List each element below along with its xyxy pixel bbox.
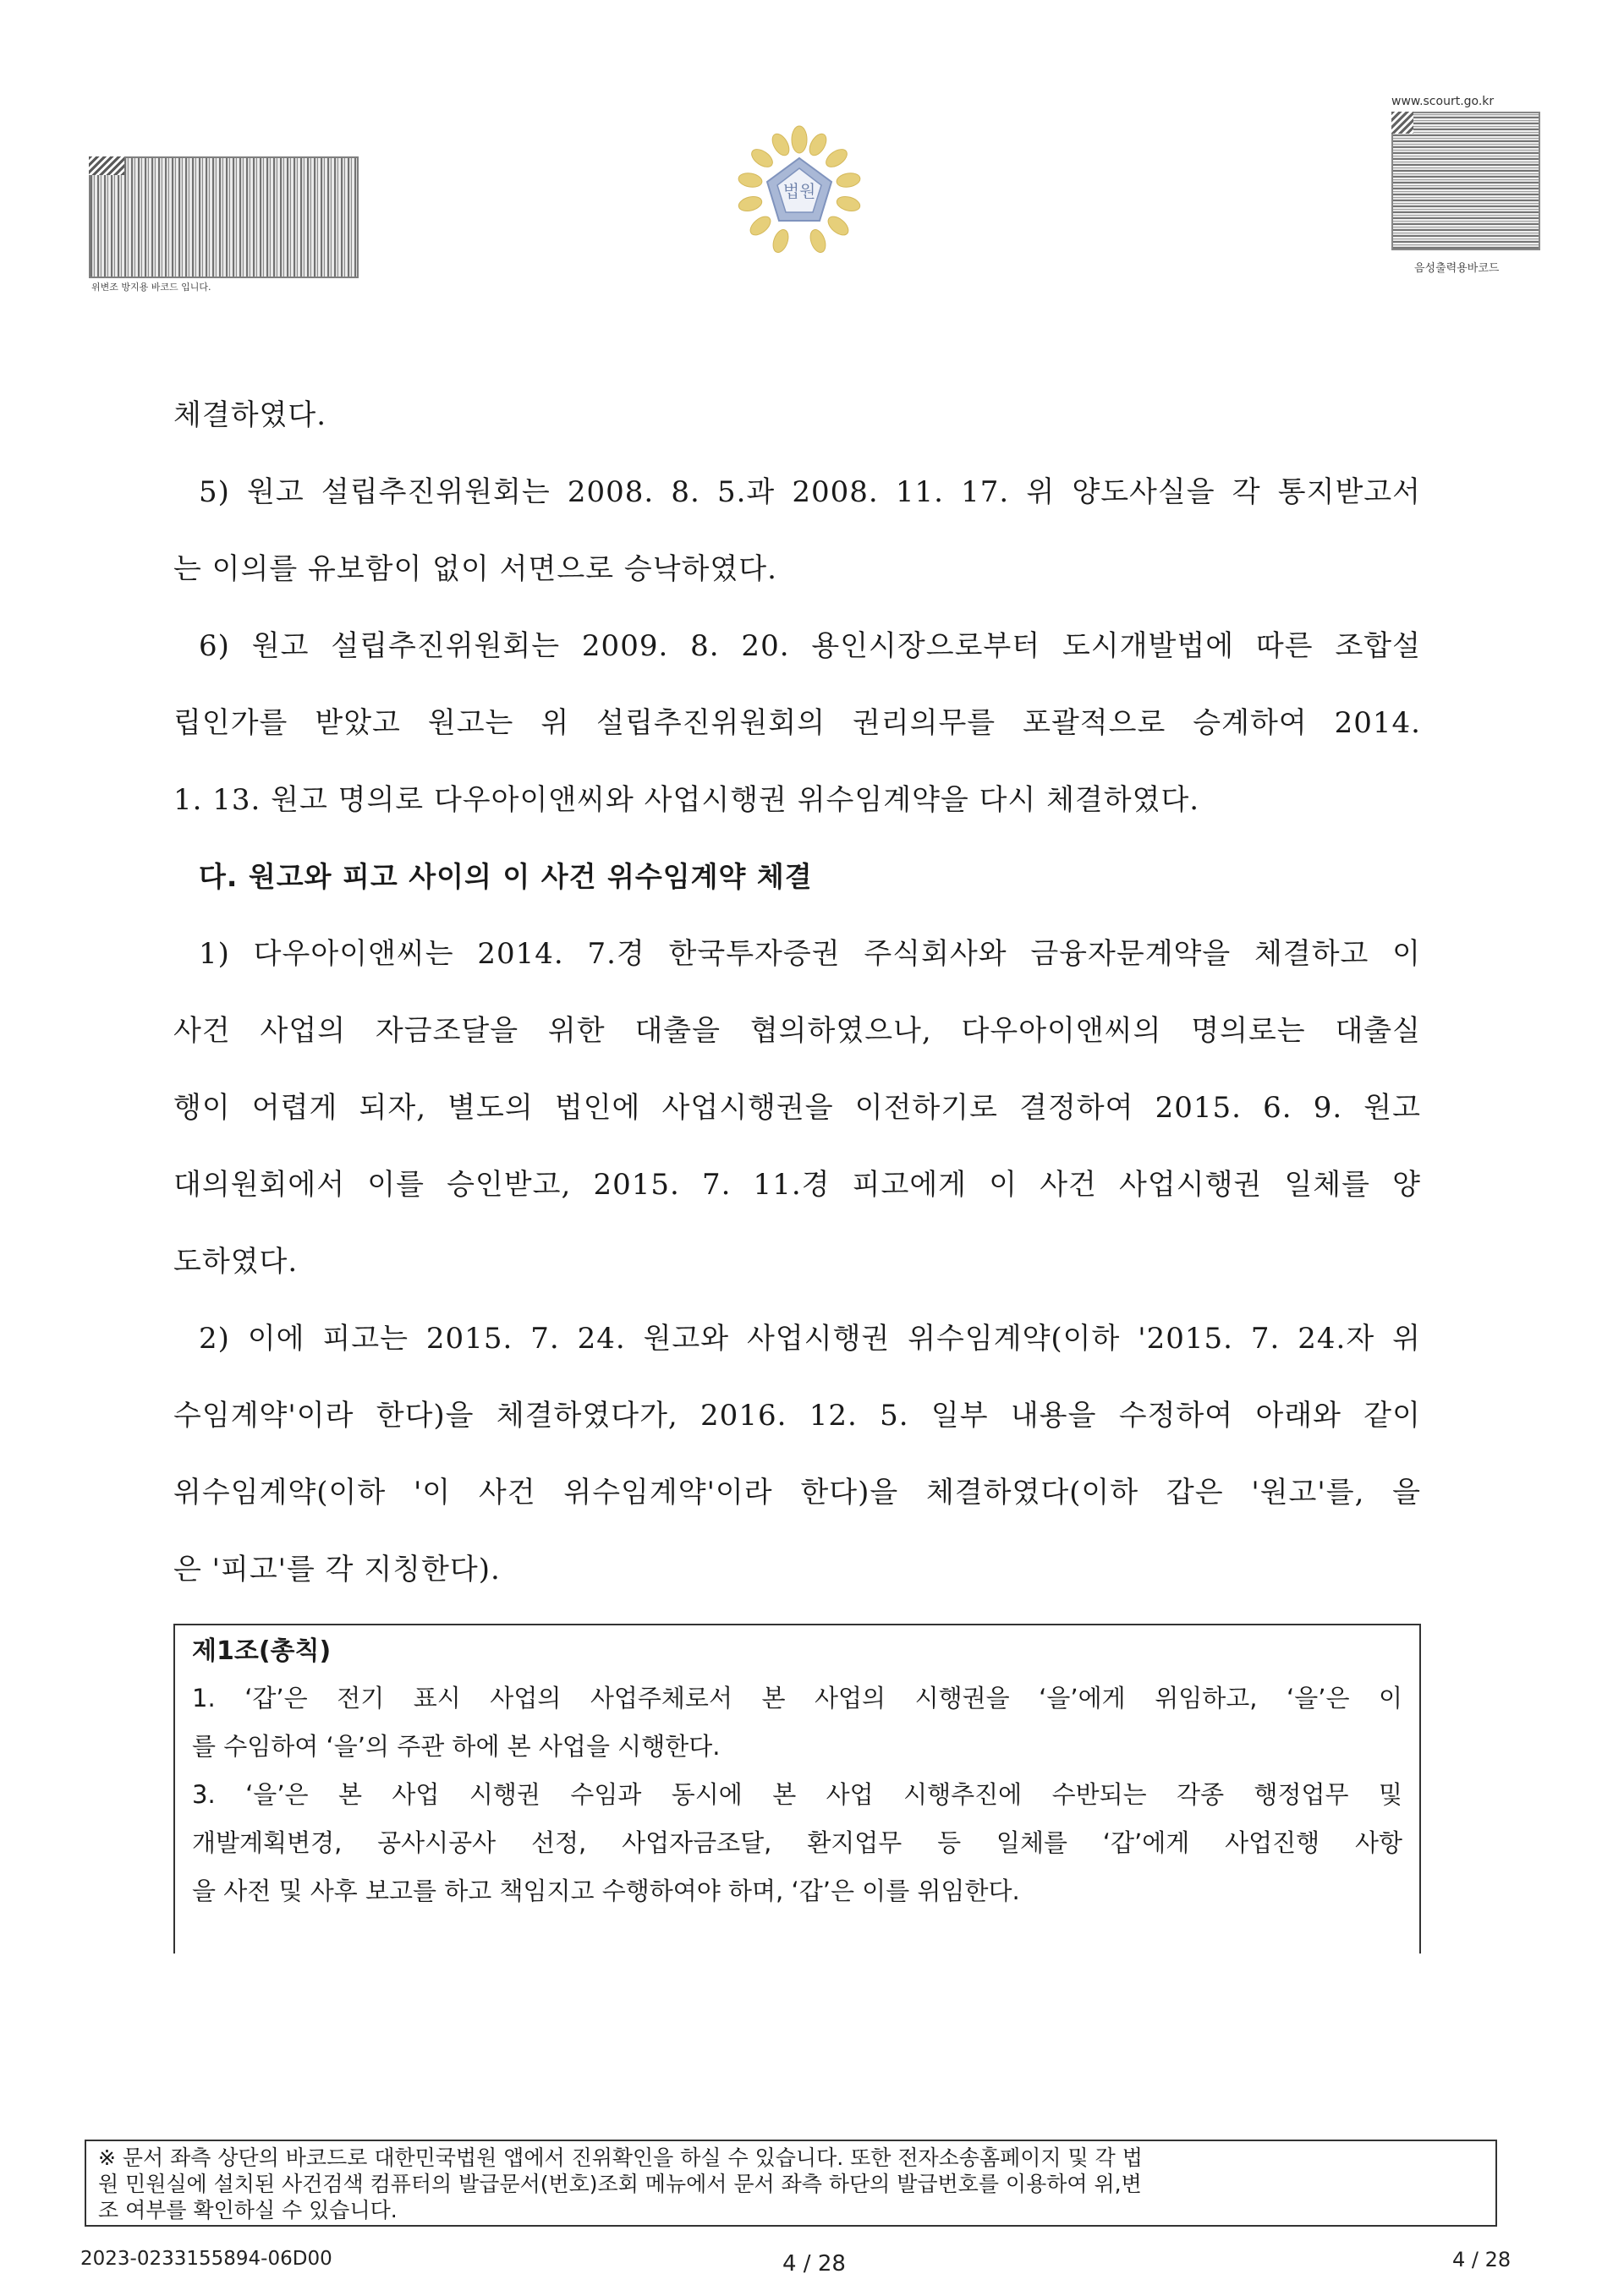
notice-line: 조 여부를 확인하실 수 있습니다. — [98, 2198, 398, 2222]
body-line: 대의원회에서 이를 승인받고, 2015. 7. 11.경 피고에게 이 사건 사업시행권 일체를 양 — [173, 1168, 1421, 1202]
contract-clause-line: 3. ‘을’은 본 사업 시행권 수임과 동시에 본 사업 시행추진에 수반되는 각종 행정업무 및 — [192, 1780, 1402, 1809]
body-line: 체결하였다. — [173, 398, 327, 432]
body-line: 사건 사업의 자금조달을 위한 대출을 협의하였으나, 다우아이앤씨의 명의로는 대출실 — [173, 1014, 1421, 1048]
barcode-left-caption: 위변조 방지용 바코드 입니다. — [91, 282, 211, 293]
body-line: 은 '피고'를 각 지칭한다). — [173, 1553, 501, 1586]
court-url: www.scourt.go.kr — [1391, 95, 1495, 108]
court-emblem-icon — [723, 114, 875, 266]
emblem-text: 법원 — [782, 181, 816, 201]
body-line: 1) 다우아이앤씨는 2014. 7.경 한국투자증권 주식회사와 금융자문계약을 체결하고 이 — [199, 937, 1421, 971]
contract-clause-line: 1. ‘갑’은 전기 표시 사업의 사업주체로서 본 사업의 시행권을 ‘을’에게 위임하고, ‘을’은 이 — [192, 1684, 1402, 1712]
verification-notice — [85, 2140, 1497, 2227]
body-line: 도하였다. — [173, 1245, 299, 1279]
forgery-prevention-barcode — [89, 156, 359, 278]
body-line: 립인가를 받았고 원고는 위 설립추진위원회의 권리의무를 포괄적으로 승계하여 2014. — [173, 706, 1421, 740]
body-line: 는 이의를 유보함이 없이 서면으로 승낙하였다. — [173, 552, 777, 586]
page-number-right: 4 / 28 — [1452, 2248, 1512, 2271]
contract-article-title: 제1조(총칙) — [192, 1636, 332, 1666]
document-body — [173, 393, 1421, 1625]
contract-excerpt-box — [173, 1624, 1421, 1954]
body-line: 6) 원고 설립추진위원회는 2009. 8. 20. 용인시장으로부터 도시개발법에 따른 조합설 — [199, 629, 1421, 663]
contract-clause-line: 를 수임하여 ‘을’의 주관 하에 본 사업을 시행한다. — [192, 1732, 721, 1761]
body-line: 수임계약'이라 한다)을 체결하였다가, 2016. 12. 5. 일부 내용을 수정하여 아래와 같이 — [173, 1399, 1421, 1433]
contract-clause-line: 을 사전 및 사후 보고를 하고 책임지고 수행하여야 하며, ‘갑’은 이를 위임한다. — [192, 1877, 1020, 1905]
body-line: 위수임계약(이하 '이 사건 위수임계약'이라 한다)을 체결하였다(이하 갑은 '원고'를, 을 — [173, 1476, 1421, 1510]
audio-output-barcode — [1391, 112, 1540, 250]
notice-line: ※ 문서 좌측 상단의 바코드로 대한민국법원 앱에서 진위확인을 하실 수 있습니다. 또한 전자소송홈페이지 및 각 법 — [98, 2145, 1143, 2170]
page-number-center: 4 / 28 — [782, 2251, 846, 2277]
document-issue-number: 2023-0233155894-06D00 — [80, 2248, 332, 2270]
body-line: 1. 13. 원고 명의로 다우아이앤씨와 사업시행권 위수임계약을 다시 체결하였다. — [173, 783, 1200, 817]
section-heading: 다. 원고와 피고 사이의 이 사건 위수임계약 체결 — [199, 860, 813, 893]
contract-clause-line: 개발계획변경, 공사시공사 선정, 사업자금조달, 환지업무 등 일체를 ‘갑’에게 사업진행 사항 — [192, 1828, 1402, 1857]
body-line: 5) 원고 설립추진위원회는 2008. 8. 5.과 2008. 11. 17. 위 양도사실을 각 통지받고서 — [199, 475, 1421, 509]
body-line: 2) 이에 피고는 2015. 7. 24. 원고와 사업시행권 위수임계약(이하 '2015. 7. 24.자 위 — [199, 1322, 1421, 1356]
body-line: 행이 어렵게 되자, 별도의 법인에 사업시행권을 이전하기로 결정하여 2015. 6. 9. 원고 — [173, 1091, 1421, 1125]
notice-line: 원 민원실에 설치된 사건검색 컴퓨터의 발급문서(번호)조회 메뉴에서 문서 좌측 하단의 발급번호를 이용하여 위,변 — [98, 2172, 1142, 2196]
barcode-right-caption: 음성출력용바코드 — [1414, 262, 1500, 275]
